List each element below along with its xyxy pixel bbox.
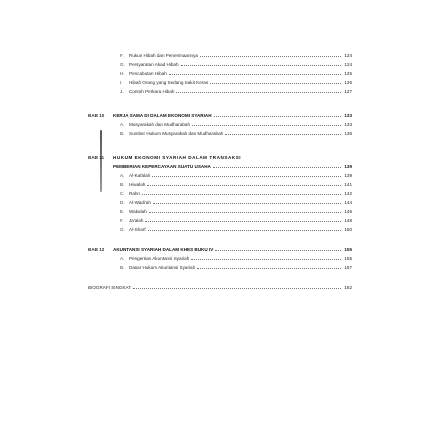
item-marker: F. <box>120 53 124 58</box>
toc-item-rahn <box>120 188 352 196</box>
toc-item-persyaratan-akad <box>120 59 352 67</box>
toc-item-hiwalah <box>120 179 352 187</box>
dot-leader <box>200 56 341 57</box>
dot-leader <box>197 268 341 269</box>
toc-chapter-bab-11-line2 <box>113 161 352 169</box>
toc-biography <box>88 282 352 290</box>
dot-leader <box>142 194 341 195</box>
chapter-page: 139 <box>344 164 352 169</box>
item-page: 127 <box>344 89 352 94</box>
item-title: Contoh Perkara Hibah <box>129 89 175 94</box>
item-page: 125 <box>344 71 352 76</box>
dot-leader <box>152 176 341 177</box>
item-page: 126 <box>344 80 352 85</box>
item-marker: F. <box>120 218 124 223</box>
toc-item-pengertian-akuntansi <box>120 253 352 261</box>
dot-leader <box>181 65 341 66</box>
item-page: 124 <box>344 62 352 67</box>
bab-10-label: BAB 10 <box>88 113 105 118</box>
chapter-title: KERJA SAMA DI DALAM EKONOMI SYARIAH <box>113 113 212 118</box>
item-marker: I. <box>120 80 123 85</box>
item-title: Dasar Hukum Akuntansi Syariah <box>129 265 196 270</box>
item-page: 155 <box>344 256 352 261</box>
item-page: 139 <box>344 173 352 178</box>
dot-leader <box>153 203 341 204</box>
toc-chapter-bab-10 <box>113 110 352 118</box>
item-page: 157 <box>344 265 352 270</box>
dot-leader <box>169 74 341 75</box>
item-title: Al-Wadi'ah <box>129 200 151 205</box>
item-marker: G. <box>120 62 125 67</box>
item-marker: H. <box>120 71 125 76</box>
biography-title: BIOGRAFI SINGKAT <box>88 285 132 290</box>
chapter-title-line1: HUKUM EKONOMI SYARIAH DALAM TRANSAKSI <box>113 155 242 160</box>
item-marker: G. <box>120 227 125 232</box>
toc-item-pencabutan-hibah <box>120 68 352 76</box>
item-page: 148 <box>344 218 352 223</box>
item-title: Al-Kafalah <box>129 173 151 178</box>
dot-leader <box>148 230 341 231</box>
bab-ornament <box>100 130 102 192</box>
dot-leader <box>147 185 341 186</box>
item-title: Wakalah <box>129 209 147 214</box>
dot-leader <box>176 92 341 93</box>
item-marker: C. <box>120 191 125 196</box>
item-marker: E. <box>120 209 125 214</box>
bab-11-label: BAB 11 <box>88 155 105 160</box>
item-marker: J. <box>120 89 124 94</box>
item-title: Hiwalah <box>129 182 146 187</box>
toc-item-sumber-hukum <box>120 128 352 136</box>
item-title: Sumber Hukum Musyarakah dan Mudharabah <box>129 131 224 136</box>
chapter-page: 155 <box>344 247 352 252</box>
item-page: 136 <box>344 131 352 136</box>
toc-item-musyarakah <box>120 119 352 127</box>
dot-leader <box>149 212 341 213</box>
item-title: Pengertian Akuntansi Syariah <box>129 256 190 261</box>
chapter-page: 133 <box>344 113 352 118</box>
dot-leader <box>145 221 341 222</box>
toc-item-al-kafalah <box>120 170 352 178</box>
chapter-title: AKUNTANSI SYARIAH DALAM KHES BUKU IV <box>113 247 214 252</box>
dot-leader <box>214 116 341 117</box>
item-page: 144 <box>344 200 352 205</box>
toc-item-contoh-perkara <box>120 86 352 94</box>
dot-leader <box>192 125 341 126</box>
item-marker: B. <box>120 182 125 187</box>
toc-item-hibah-sakit <box>120 77 352 85</box>
item-marker: B. <box>120 131 125 136</box>
item-title: Rahn <box>129 191 140 196</box>
dot-leader <box>133 288 341 289</box>
toc-chapter-bab-11-line1 <box>113 152 352 160</box>
item-title: Pencabutan Hibah <box>129 71 167 76</box>
biography-page: 162 <box>344 285 352 290</box>
toc-item-al-sharf <box>120 224 352 232</box>
toc-chapter-bab-12 <box>113 244 352 252</box>
item-page: 133 <box>344 122 352 127</box>
toc-item-jaalah <box>120 215 352 223</box>
item-page: 150 <box>344 227 352 232</box>
item-title: Persyaratan Akad Hibah <box>129 62 179 67</box>
item-page: 145 <box>344 209 352 214</box>
item-title: Rukun Hibah dan Penerimaannya <box>129 53 198 58</box>
item-marker: A. <box>120 122 125 127</box>
item-marker: A. <box>120 256 125 261</box>
toc-item-dasar-hukum-akuntansi <box>120 262 352 270</box>
chapter-title-line2: PEMBERIAN KEPERCAYAAN SUATU USAHA <box>113 164 211 169</box>
dot-leader <box>191 259 341 260</box>
item-marker: A. <box>120 173 125 178</box>
item-marker: B. <box>120 265 125 270</box>
item-title: Ja'alah <box>129 218 144 223</box>
toc-item-al-wadiah <box>120 197 352 205</box>
item-page: 141 <box>344 182 352 187</box>
toc-item-wakalah <box>120 206 352 214</box>
dot-leader <box>210 83 341 84</box>
toc-item-rukun-hibah <box>120 50 352 58</box>
item-page: 142 <box>344 191 352 196</box>
item-marker: D. <box>120 200 125 205</box>
item-title: Al-Sharf <box>129 227 146 232</box>
dot-leader <box>213 167 341 168</box>
item-page: 124 <box>344 53 352 58</box>
bab-12-label: BAB 12 <box>88 247 105 252</box>
dot-leader <box>215 250 341 251</box>
item-title: Musyarakah dan Mudharabah <box>129 122 191 127</box>
dot-leader <box>225 134 341 135</box>
item-title: Hibah Orang yang Sedang Sakit Keras <box>129 80 209 85</box>
